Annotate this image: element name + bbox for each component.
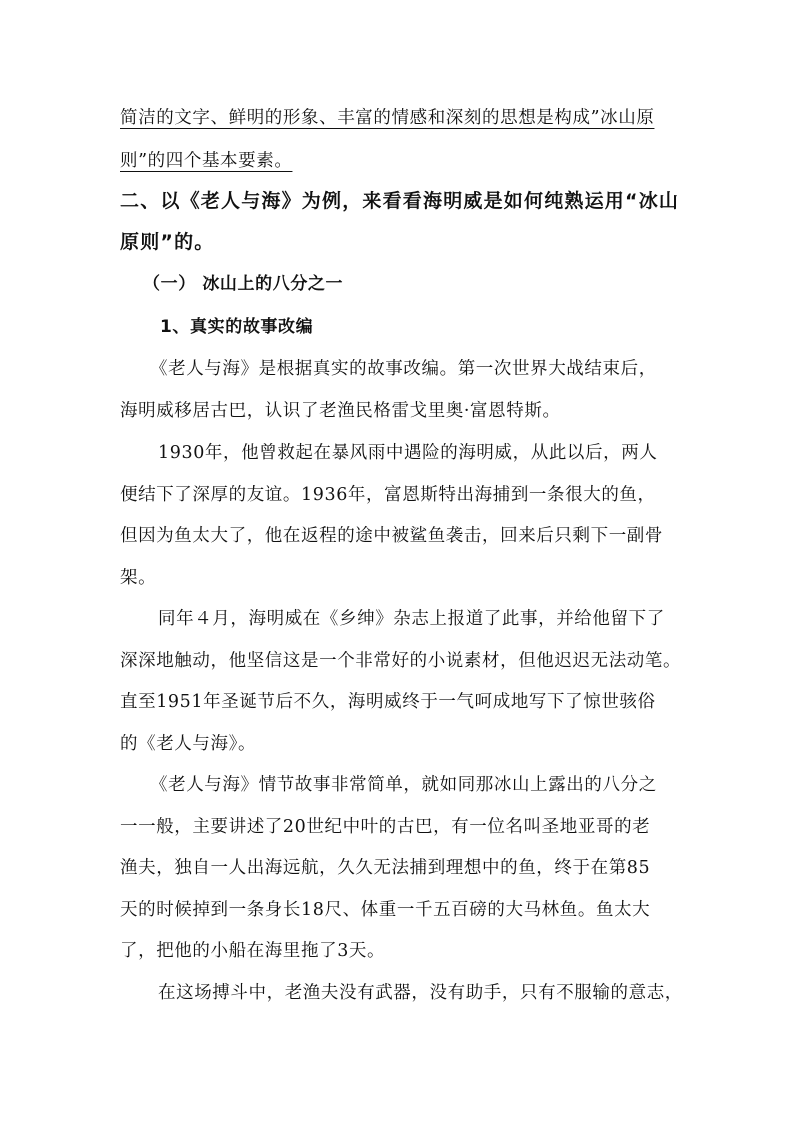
paragraph-4-line-1: 《老人与海》情节故事非常简单，就如同那冰山上露出的八分之 (150, 775, 657, 795)
paragraph-2-line-1: 1930年，他曾救起在暴风雨中遇险的海明威，从此以后，两人 (158, 443, 658, 463)
paragraph-3-line-3: 直至1951年圣诞节后不久，海明威终于一气呵成地写下了惊世骇俗 (120, 692, 656, 712)
section-heading-line-1: 二、以《老人与海》为例，来看看海明威是如何纯熟运用“冰山 (120, 190, 680, 212)
paragraph-2-line-3: 但因为鱼太大了，他在返程的途中被鲨鱼袭击，回来后只剩下一副骨 (120, 526, 663, 546)
intro-line-2: 则”的四个基本要素。 (120, 151, 293, 171)
paragraph-2-line-4: 架。 (120, 568, 157, 588)
paragraph-4-line-2: 一一般，主要讲述了20世纪中叶的古巴，有一位名叫圣地亚哥的老 (120, 817, 651, 837)
paragraph-4-line-3: 渔夫，独自一人出海远航，久久无法捕到理想中的鱼，终于在第85 (120, 858, 651, 878)
paragraph-5-line-1: 在这场搏斗中，老渔夫没有武器，没有助手，只有不服输的意志， (158, 983, 683, 1003)
paragraph-4-line-4: 天的时候掉到一条身长18尺、体重一千五百磅的大马林鱼。鱼太大 (120, 900, 651, 920)
intro-line-1: 简洁的文字、鲜明的形象、丰富的情感和深刻的思想是构成”冰山原 (120, 108, 655, 128)
paragraph-2-line-2: 便结下了深厚的友谊。1936年，富恩斯特出海捕到一条很大的鱼， (120, 485, 656, 505)
paragraph-3-line-2: 深深地触动，他坚信这是一个非常好的小说素材，但他迟迟无法动笔。 (120, 651, 682, 671)
paragraph-4-line-5: 了，把他的小船在海里拖了3天。 (120, 941, 386, 961)
subsection-heading: （一） 冰山上的八分之一 (143, 274, 344, 294)
paragraph-1-line-2: 海明威移居古巴，认识了老渔民格雷戈里奥·富恩特斯。 (120, 401, 561, 421)
item-heading: 1、真实的故事改编 (160, 317, 314, 337)
section-heading-line-2: 原则”的。 (120, 231, 215, 253)
paragraph-3-line-4: 的《老人与海》。 (120, 734, 257, 754)
paragraph-3-line-1: 同年４月，海明威在《乡绅》杂志上报道了此事，并给他留下了 (158, 609, 665, 629)
paragraph-1-line-1: 《老人与海》是根据真实的故事改编。第一次世界大战结束后， (150, 359, 657, 379)
